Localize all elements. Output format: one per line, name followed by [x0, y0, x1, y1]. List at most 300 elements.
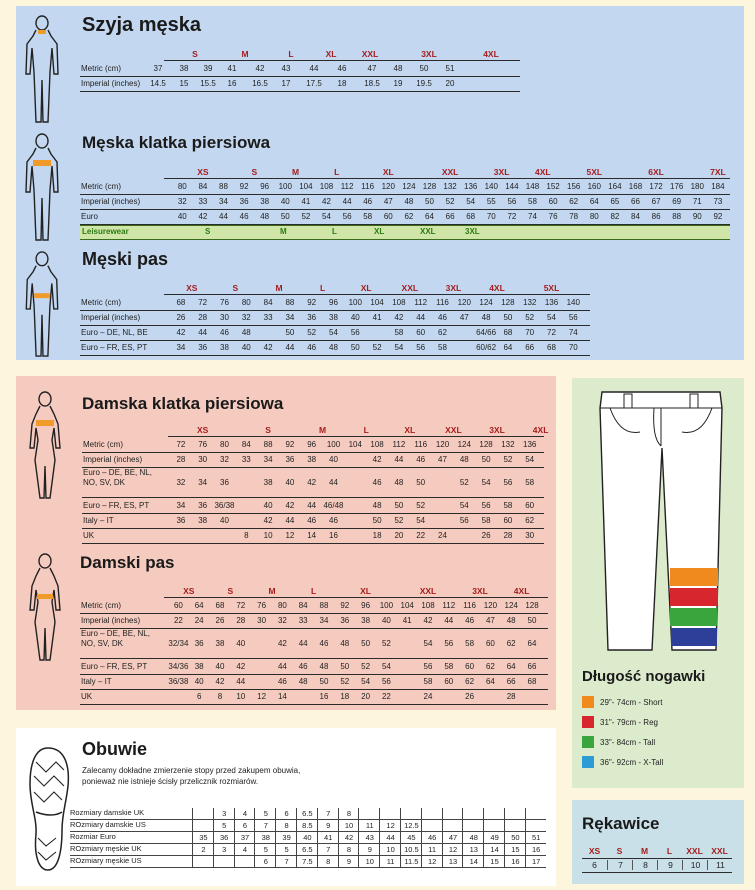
cell-value: 56	[381, 677, 391, 686]
cell-value: 16	[525, 844, 547, 855]
cell-value: 46	[239, 212, 249, 221]
size-label: 4XL	[513, 585, 530, 596]
cell-value: 38	[215, 638, 225, 648]
cell-value: 34	[285, 313, 295, 322]
cell-value	[483, 808, 505, 819]
cell-value: 46	[421, 832, 443, 843]
cell-value: 18.5	[364, 79, 380, 88]
cell-value: 20	[445, 79, 455, 88]
cell-value: 92	[239, 182, 249, 191]
cell-value: 66	[527, 662, 537, 671]
cell-value: 68	[176, 298, 186, 307]
cell-value: 68	[466, 212, 476, 221]
size-label: L	[334, 166, 340, 177]
legend-item	[582, 756, 663, 768]
cell-value: 66	[525, 343, 535, 352]
legend-swatch-icon	[582, 756, 594, 768]
female-figure-chest-icon	[26, 390, 64, 500]
glove-value: 10	[682, 860, 708, 870]
cell-value	[400, 808, 422, 819]
table-row	[82, 498, 544, 514]
cell-value: 50	[319, 677, 329, 686]
cell-value	[192, 856, 214, 867]
cell-value: 42	[338, 832, 360, 843]
cell-value: 44	[342, 197, 352, 206]
cell-value: 132	[443, 182, 457, 191]
table-row	[82, 437, 544, 453]
leisure-size: S	[205, 227, 211, 236]
size-label: L	[666, 846, 673, 856]
cell-value: 176	[670, 182, 684, 191]
table-row	[80, 628, 548, 659]
cell-value: 152	[546, 182, 560, 191]
shoe-note-line2: ponieważ nie istnieje ścisły przelicznik rozmiarów.	[82, 777, 259, 786]
row-label: Imperial (inches)	[81, 197, 141, 206]
cell-value: 8.5	[296, 820, 318, 831]
table-row	[80, 325, 590, 341]
cell-value: 51	[525, 832, 547, 843]
size-label: S	[265, 424, 271, 435]
cell-value: 80	[241, 298, 251, 307]
cell-value: 34	[176, 343, 186, 352]
cell-value: 28	[236, 616, 246, 625]
size-label: XXL	[445, 424, 462, 435]
cell-value: 10	[263, 531, 273, 540]
cell-value: 33	[298, 616, 308, 625]
cell-value: 104	[348, 440, 362, 449]
cell-value: 52	[394, 516, 404, 525]
cell-value: 28	[176, 455, 186, 464]
cell-value: 5	[254, 808, 276, 819]
cell-value: 50	[503, 313, 513, 322]
cell-value: 84	[263, 298, 273, 307]
cell-value: 54	[466, 197, 476, 206]
cell-value: 128	[422, 182, 437, 191]
cell-value: 44	[416, 313, 426, 322]
size-label: M	[640, 846, 649, 856]
cell-value: 36/38	[214, 501, 235, 510]
mens-neck-table	[80, 46, 520, 92]
cell-value: 54	[481, 477, 491, 487]
cell-value: 62	[404, 212, 414, 221]
cell-value: 14	[307, 531, 317, 540]
cell-value: 44	[309, 64, 319, 73]
cell-value: 67	[651, 197, 661, 206]
size-label: S	[192, 48, 198, 59]
cell-value: 36	[220, 477, 229, 487]
male-figure-chest-icon	[22, 132, 62, 242]
table-row	[80, 340, 590, 356]
row-label: Metric (cm)	[81, 182, 121, 191]
cell-value: 144	[505, 182, 519, 191]
table-row	[80, 310, 590, 326]
row-label: Imperial (inches)	[81, 313, 141, 322]
cell-value	[442, 820, 464, 831]
cell-value	[504, 820, 526, 831]
size-label: XL	[360, 282, 372, 293]
legend-item	[582, 736, 655, 748]
cell-value: 22	[381, 692, 391, 701]
cell-value: 45	[400, 832, 422, 843]
cell-value: 41	[402, 616, 412, 625]
cell-value: 40	[285, 477, 295, 487]
cell-value: 36	[198, 501, 208, 510]
table-row	[70, 856, 546, 868]
cell-value: 42	[394, 313, 404, 322]
cell-value: 92	[340, 601, 350, 610]
row-label: Metric (cm)	[81, 601, 121, 610]
table-row	[80, 76, 520, 92]
cell-value	[192, 808, 214, 819]
cell-value: 5	[213, 820, 235, 831]
cell-value: 92	[307, 298, 317, 307]
cell-value: 42	[263, 343, 273, 352]
legend-label: 29"- 74cm - Short	[600, 697, 663, 707]
size-label: S	[227, 585, 234, 596]
cell-value	[358, 808, 380, 819]
cell-value: 69	[672, 197, 682, 206]
size-label: XS	[588, 846, 601, 856]
cell-value: 6.5	[296, 844, 318, 855]
divider	[582, 858, 732, 859]
cell-value: 13	[442, 856, 464, 867]
size-label: XXL	[401, 282, 419, 293]
cell-value: 48	[241, 328, 251, 337]
cell-value: 50	[416, 477, 426, 487]
cell-value: 104	[299, 182, 313, 191]
cell-value: 65	[610, 197, 620, 206]
cell-value: 42	[285, 501, 295, 510]
cell-value: 41	[317, 832, 339, 843]
table-row	[70, 844, 546, 856]
cell-value: 38	[260, 197, 270, 206]
cell-value: 100	[326, 440, 341, 449]
cell-value: 112	[340, 182, 354, 191]
cell-value: 36	[307, 313, 317, 322]
row-label: UK	[83, 531, 95, 540]
cell-value	[379, 808, 401, 819]
cell-value: 7.5	[296, 856, 318, 867]
womens-chest-title: Damska klatka piersiowa	[82, 394, 284, 413]
cell-value: 5	[254, 844, 276, 855]
size-label: L	[310, 585, 317, 596]
cell-value: 84	[631, 212, 640, 221]
mens-chest-table	[80, 164, 730, 244]
cell-value: 64	[589, 197, 599, 206]
cell-value: 184	[711, 182, 725, 191]
size-label: 3XL	[489, 424, 505, 435]
cell-value: 47	[459, 313, 469, 322]
legend-item	[582, 696, 662, 708]
cell-value: 71	[692, 197, 702, 206]
cell-value: 70	[486, 212, 496, 221]
cell-value: 54	[423, 638, 433, 648]
cell-value: 28	[198, 313, 208, 322]
cell-value: 6	[196, 692, 202, 701]
cell-value: 38	[220, 343, 229, 352]
cell-value: 128	[479, 440, 493, 449]
cell-value: 50	[350, 343, 360, 352]
cell-value: 64/66	[476, 328, 497, 337]
cell-value: 7	[275, 856, 297, 867]
womens-chest-table	[82, 422, 549, 542]
cell-value: 52	[361, 662, 371, 671]
size-label: L	[319, 282, 326, 293]
table-row	[70, 832, 546, 844]
cell-value: 8	[317, 856, 339, 867]
cell-value: 50	[372, 516, 382, 525]
cell-value: 56	[423, 662, 433, 671]
womens-waist-title: Damski pas	[80, 553, 175, 572]
cell-value: 48	[260, 212, 270, 221]
cell-value: 42	[322, 197, 331, 206]
cell-value: 17.5	[306, 79, 322, 88]
cell-value: 40	[263, 501, 273, 510]
row-label: Euro – DE, BE, NL, NO, SV, DK	[83, 468, 152, 487]
neck-size-row	[80, 46, 520, 61]
legend-swatch-icon	[582, 716, 594, 728]
cell-value: 37	[234, 832, 256, 843]
cell-value: 58	[503, 501, 513, 510]
cell-value: 20	[394, 531, 404, 540]
cell-value: 124	[504, 601, 518, 610]
cell-value: 10	[236, 692, 246, 701]
cell-value: 72	[547, 328, 556, 337]
size-label: 5XL	[543, 282, 560, 293]
cell-value: 15	[504, 844, 526, 855]
cell-value: 36	[340, 616, 350, 625]
cell-value: 50	[361, 638, 371, 648]
cell-value: 56	[416, 343, 426, 352]
cell-value: 19	[393, 79, 403, 88]
cell-value: 32	[176, 477, 186, 487]
cell-value: 116	[414, 440, 428, 449]
table-row	[82, 528, 544, 544]
cell-value: 68	[547, 343, 556, 352]
cell-value: 14	[462, 856, 484, 867]
cell-value: 60/62	[476, 343, 497, 352]
leisure-size: 3XL	[465, 227, 480, 236]
cell-value: 30	[220, 313, 229, 322]
cell-value: 124	[479, 298, 493, 307]
cell-value: 50	[340, 662, 350, 671]
cell-value: 38	[307, 455, 317, 464]
cell-value: 7	[254, 820, 276, 831]
cell-value: 46/48	[323, 501, 344, 510]
cell-value: 60	[503, 516, 513, 525]
cell-value: 48	[394, 477, 404, 487]
cell-value: 26	[215, 616, 225, 625]
cell-value: 10	[338, 820, 360, 831]
legend-swatch-icon	[582, 736, 594, 748]
cell-value	[504, 808, 526, 819]
cell-value: 51	[445, 64, 455, 73]
cell-value: 32	[220, 455, 229, 464]
size-label: L	[288, 48, 294, 59]
size-label: XS	[197, 424, 209, 435]
cell-value: 54	[322, 212, 331, 221]
cell-value: 4	[234, 808, 256, 819]
cell-value: 41	[301, 197, 311, 206]
gloves-title: Rękawice	[582, 814, 660, 833]
cell-value: 168	[628, 182, 643, 191]
cell-value	[462, 820, 484, 831]
size-label: 5XL	[586, 166, 603, 177]
cell-value: 10.5	[400, 844, 422, 855]
divider	[582, 872, 732, 873]
cell-value: 46	[220, 328, 229, 337]
cell-value: 34/36	[168, 662, 189, 671]
table-row	[80, 209, 730, 225]
cell-value	[442, 808, 464, 819]
cell-value: 47	[442, 832, 464, 843]
cell-value: 44	[285, 343, 295, 352]
cell-value	[213, 856, 235, 867]
glove-value: 7	[607, 860, 633, 870]
cell-value: 3	[213, 808, 235, 819]
cell-value: 6	[234, 820, 256, 831]
leisure-size: XL	[374, 227, 385, 236]
cell-value: 74	[528, 212, 537, 221]
cell-value: 39	[203, 64, 213, 73]
cell-value: 136	[544, 298, 559, 307]
cell-value: 7	[317, 844, 339, 855]
cell-value: 40	[177, 212, 187, 221]
cell-value: 34	[319, 616, 329, 625]
size-label: XXL	[686, 846, 703, 856]
cell-value: 28	[506, 692, 516, 701]
cell-value: 58	[528, 197, 537, 206]
cell-value: 116	[436, 298, 449, 307]
table-row	[80, 598, 548, 614]
cell-value: 14	[277, 692, 287, 701]
cell-value: 26	[176, 313, 186, 322]
cell-value: 32/34	[168, 638, 189, 648]
cell-value: 38	[198, 516, 208, 525]
size-label: S	[616, 846, 623, 856]
cell-value: 84	[198, 182, 208, 191]
cell-value: 42	[176, 328, 186, 337]
cell-value	[234, 856, 256, 867]
legend-swatch-icon	[582, 696, 594, 708]
cell-value: 48	[459, 455, 469, 464]
row-label: Imperial (inches)	[81, 79, 141, 88]
cell-value: 60	[465, 662, 475, 671]
cell-value: 14.5	[150, 79, 166, 88]
cell-value: 60	[416, 328, 426, 337]
cell-value: 3	[213, 844, 235, 855]
cell-value: 62	[569, 197, 579, 206]
cell-value: 88	[319, 601, 329, 610]
cell-value: 180	[690, 182, 704, 191]
cell-value: 44	[219, 212, 228, 221]
cell-value: 52	[445, 197, 455, 206]
leisure-size: XXL	[420, 227, 436, 236]
row-label: Euro	[81, 212, 98, 221]
cell-value: 64	[194, 601, 204, 610]
row-label: Italy – IT	[83, 516, 114, 525]
row-label: Rozmiary damskie UK	[70, 808, 145, 817]
cell-value: 50	[419, 64, 429, 73]
cell-value: 70	[525, 328, 535, 337]
table-row	[80, 659, 548, 675]
cell-value: 4	[234, 844, 256, 855]
cell-value: 56	[444, 638, 454, 648]
table-row	[82, 513, 544, 529]
table-row	[80, 674, 548, 690]
cell-value: 62	[465, 677, 475, 686]
cell-value: 58	[438, 343, 447, 352]
cell-value: 48	[404, 197, 414, 206]
cell-value: 26	[481, 531, 491, 540]
cell-value: 56	[342, 212, 352, 221]
cell-value: 62	[438, 328, 447, 337]
row-label: Euro – DE, BE, NL, NO, SV, DK	[81, 629, 150, 648]
row-label: Rozmiar Euro	[70, 832, 116, 841]
cell-value: 41	[372, 313, 382, 322]
cell-value: 72	[236, 601, 246, 610]
cell-value: 76	[198, 440, 208, 449]
cell-value: 9	[338, 856, 360, 867]
cell-value: 36	[198, 343, 208, 352]
size-label: XS	[197, 166, 209, 177]
cell-value: 38	[254, 832, 276, 843]
cell-value: 62	[506, 638, 516, 648]
cell-value: 48	[393, 64, 403, 73]
cell-value: 14	[483, 844, 505, 855]
shoe-size-table	[70, 808, 546, 874]
cell-value: 40	[220, 516, 229, 525]
table-row	[80, 194, 730, 210]
cell-value: 164	[608, 182, 622, 191]
cell-value: 46	[307, 343, 317, 352]
leisurewear-row	[80, 225, 730, 240]
cell-value: 16	[319, 692, 329, 701]
cell-value: 8	[338, 808, 360, 819]
cell-value: 50	[481, 455, 491, 464]
size-label: XL	[382, 166, 394, 177]
cell-value: 46	[307, 516, 317, 525]
shoes-title: Obuwie	[82, 739, 148, 759]
cell-value: 56	[507, 197, 517, 206]
cell-value: 54	[416, 516, 426, 525]
cell-value: 36	[176, 516, 186, 525]
cell-value: 24	[194, 616, 204, 625]
cell-value: 73	[713, 197, 723, 206]
cell-value: 82	[610, 212, 620, 221]
cell-value: 12	[257, 692, 267, 701]
table-row	[70, 808, 546, 820]
cell-value: 48	[319, 662, 329, 671]
cell-value: 108	[392, 298, 406, 307]
cell-value: 76	[220, 298, 229, 307]
cell-value: 42	[263, 516, 273, 525]
cell-value: 44	[444, 616, 454, 625]
cell-value: 54	[394, 343, 404, 352]
size-label: XXL	[361, 48, 379, 59]
cell-value: 42	[236, 662, 246, 671]
cell-value: 36	[239, 197, 249, 206]
cell-value: 34	[219, 197, 228, 206]
cell-value: 80	[177, 182, 187, 191]
cell-value: 42	[423, 616, 433, 625]
row-label: ROzmiary męskie UK	[70, 844, 142, 853]
cell-value: 50	[394, 501, 404, 510]
cell-value: 43	[281, 64, 291, 73]
cell-value: 160	[587, 182, 601, 191]
legend-label: 31"- 79cm - Reg	[600, 717, 658, 727]
cell-value: 9	[358, 844, 380, 855]
